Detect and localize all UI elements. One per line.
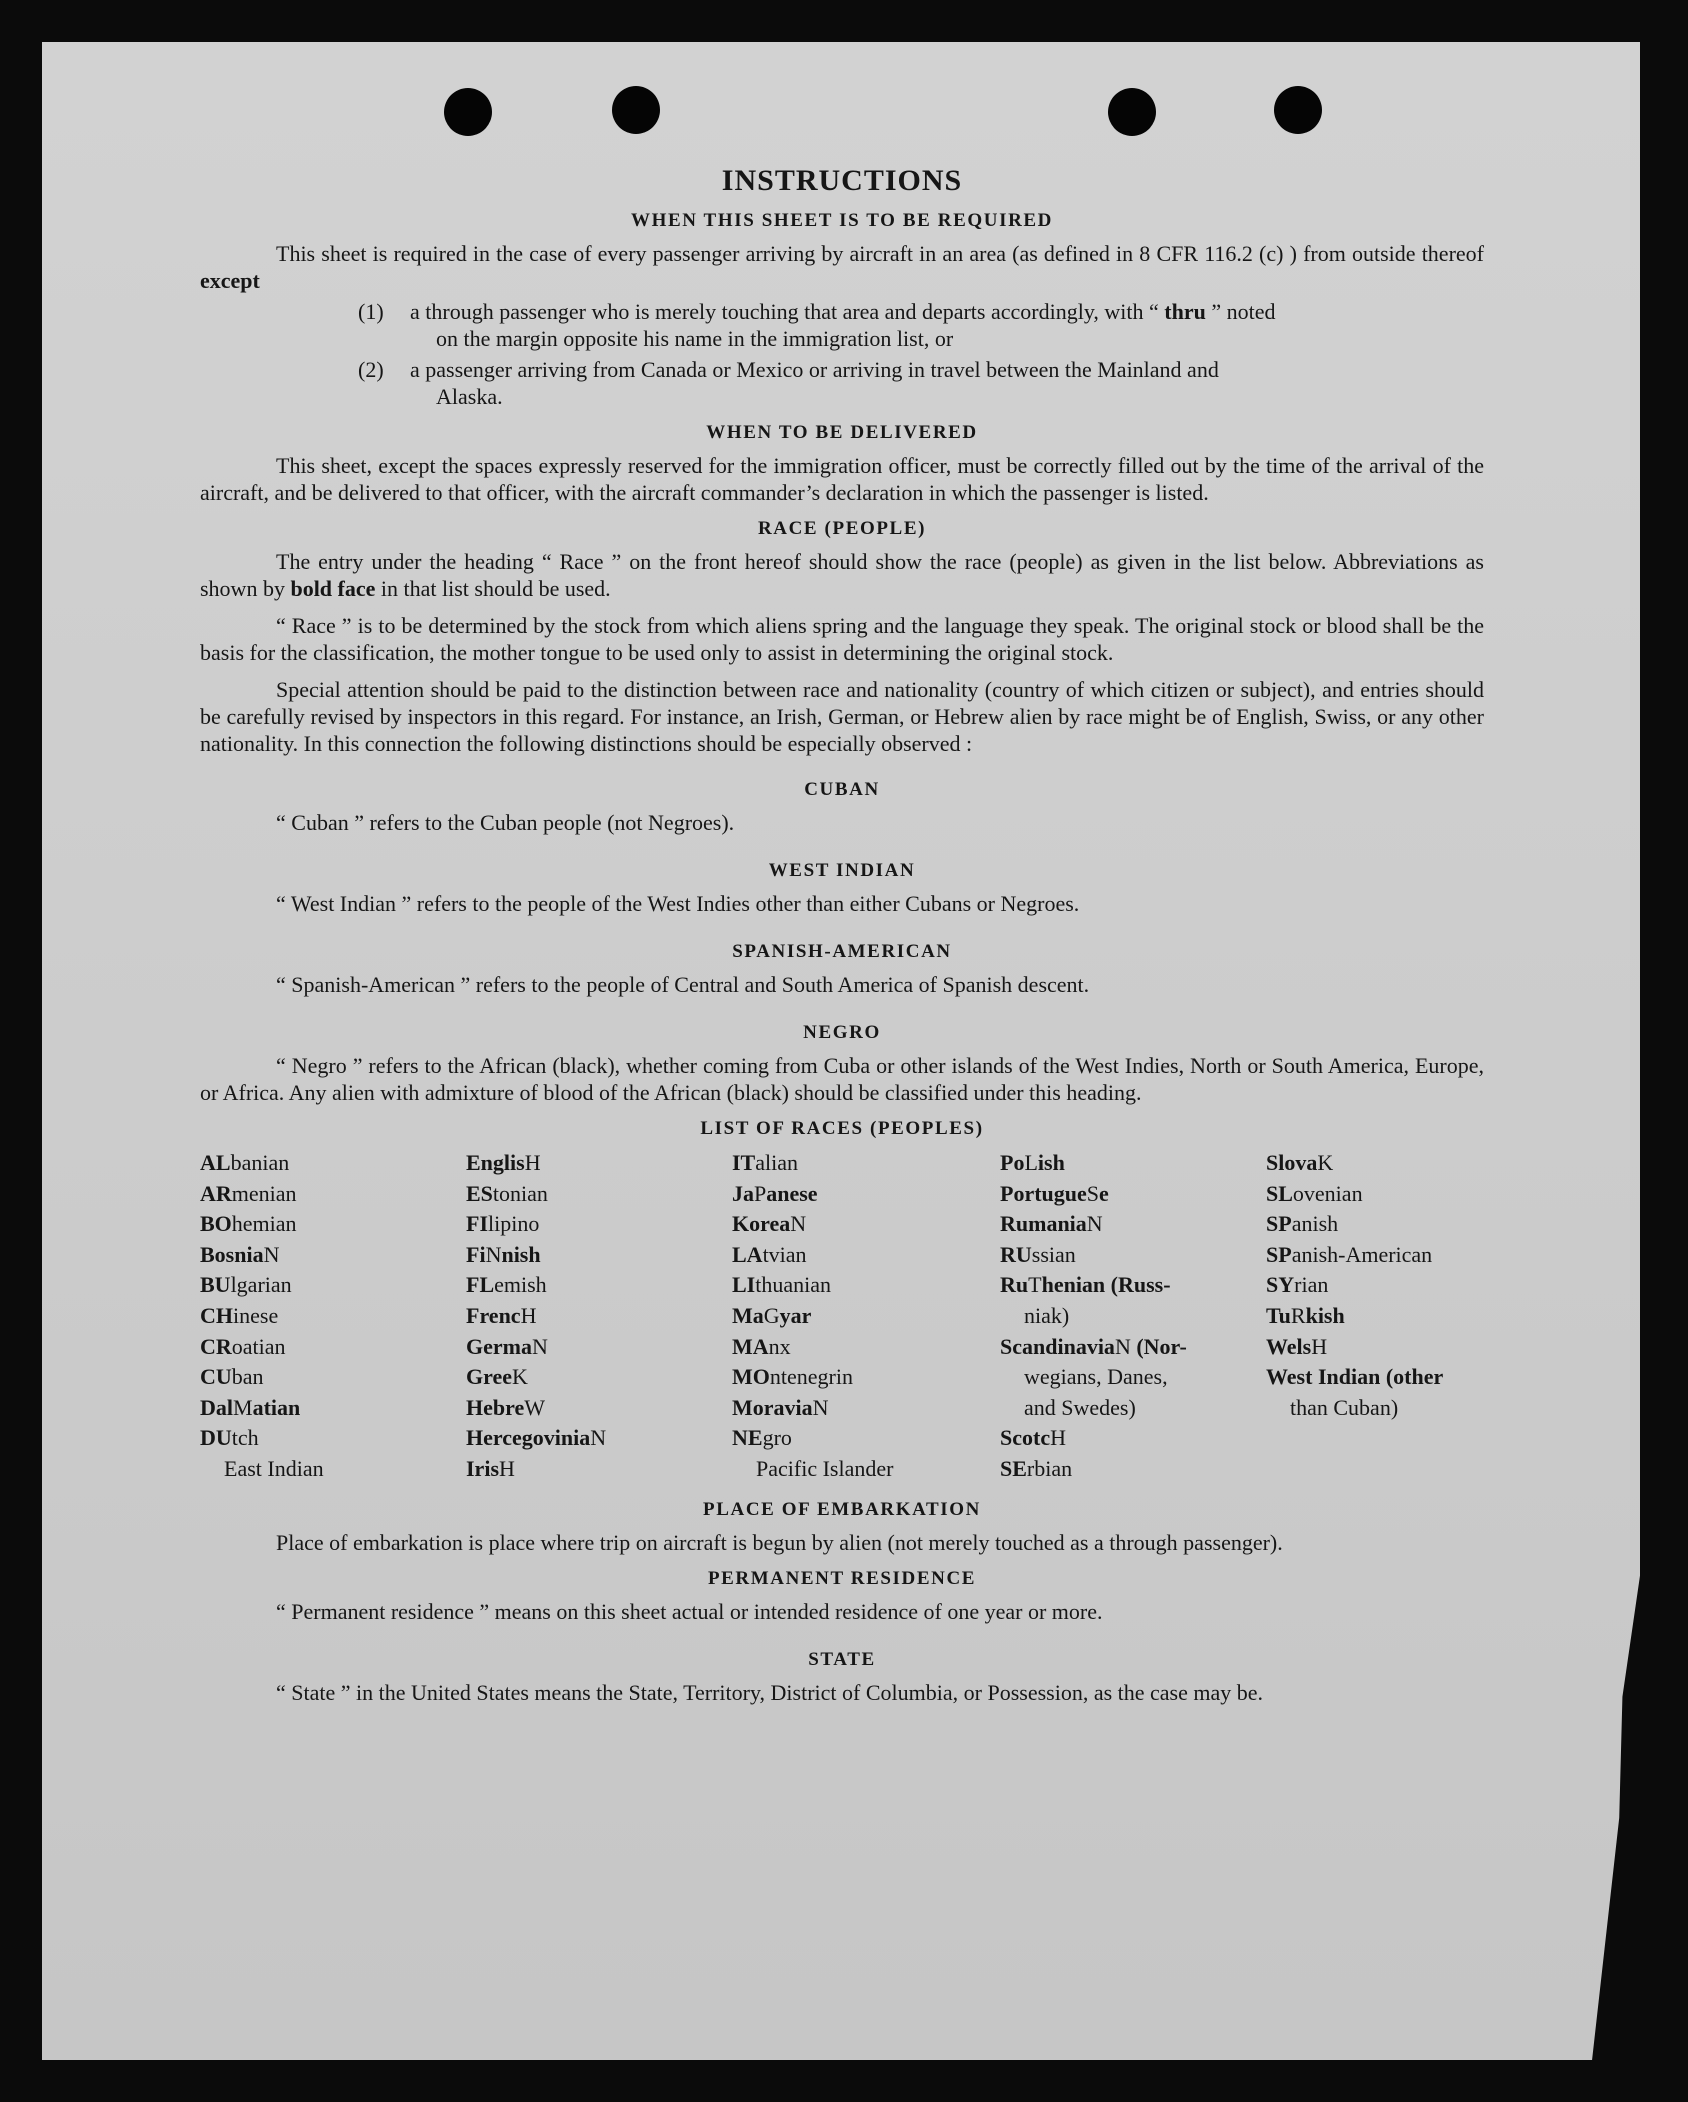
race-entry: RumaniaN (1000, 1211, 1103, 1237)
race-entry: ScotcH (1000, 1425, 1066, 1451)
race-entry: wegians, Danes, (1024, 1364, 1168, 1390)
race-entry: SYrian (1266, 1272, 1329, 1298)
races-column-1 (200, 1148, 466, 1485)
punch-hole (612, 86, 660, 134)
races-column-4 (1000, 1148, 1266, 1485)
spanish-american-paragraph: “ Spanish-American ” refers to the people of Central and South America of Spanish descent. (276, 972, 1090, 997)
race-entry: FLemish (466, 1272, 547, 1298)
negro-paragraph: “ Negro ” refers to the African (black), whether coming from Cuba or other islands of the West Indies, North or South America, Europe, or Africa. Any alien with admixture of blood of the African (black) should be classified under this heading. (200, 1053, 1484, 1105)
race-entry: JaPanese (732, 1180, 818, 1206)
race-entry: ARmenian (200, 1180, 297, 1206)
race-entry: ScandinaviaN (Nor- (1000, 1333, 1187, 1359)
race-entry: BOhemian (200, 1211, 297, 1237)
delivered-paragraph: This sheet, except the spaces expressly reserved for the immigration officer, must be correctly filled out by the time of the arrival of the aircraft, and be delivered to that officer, with the aircraft commander’s declaration in which the passenger is listed. (200, 453, 1484, 505)
race-paragraph-3: Special attention should be paid to the distinction between race and nationality (country of which citizen or subject), and entries should be carefully revised by inspectors in this regard. For instance, an Irish, German, or Hebrew alien by race might be of English, Swiss, or any other nationality. In this connection the following distinctions should be especially observed : (200, 677, 1484, 756)
heading-negro: NEGRO (803, 1022, 881, 1043)
west-indian-paragraph: “ West Indian ” refers to the people of the West Indies other than either Cubans or Negroes. (276, 891, 1080, 916)
exception-item-2: (2) a passenger arriving from Canada or Mexico or arriving in travel between the Mainland and Alaska. (358, 357, 1219, 409)
heading-cuban: CUBAN (804, 779, 880, 800)
required-paragraph: This sheet is required in the case of every passenger arriving by aircraft in an area (as defined in 8 CFR 116.2 (c) ) from outside thereof except (200, 241, 1484, 293)
race-paragraph-2: “ Race ” is to be determined by the stock from which aliens spring and the language they speak. The original stock or blood shall be the basis for the classification, the mother tongue to be used only to assist in determining the original stock. (200, 613, 1484, 665)
race-entry: IrisH (466, 1455, 515, 1481)
heading-delivered: WHEN TO BE DELIVERED (706, 422, 978, 443)
race-entry: and Swedes) (1024, 1394, 1136, 1420)
race-entry: FrencH (466, 1302, 537, 1328)
race-entry: CUban (200, 1364, 264, 1390)
punch-hole (1274, 86, 1322, 134)
race-entry: ALbanian (200, 1150, 290, 1175)
race-entry: CHinese (200, 1302, 279, 1328)
race-entry: LAtvian (732, 1241, 807, 1267)
race-entry: RUssian (1000, 1241, 1076, 1267)
heading-west-indian: WEST INDIAN (768, 860, 916, 881)
races-list (200, 1148, 1484, 1485)
race-entry: FiNnish (466, 1241, 541, 1267)
race-entry: East Indian (224, 1455, 324, 1481)
heading-embarkation: PLACE OF EMBARKATION (703, 1498, 981, 1520)
race-entry: SlovaK (1266, 1150, 1334, 1175)
race-entry: HercegoviniaN (466, 1425, 607, 1451)
race-entry: HebreW (466, 1394, 546, 1420)
race-entry: than Cuban) (1290, 1394, 1399, 1420)
heading-spanish-american: SPANISH-AMERICAN (732, 941, 952, 962)
races-column-2 (466, 1148, 732, 1485)
heading-required: WHEN THIS SHEET IS TO BE REQUIRED (630, 210, 1054, 231)
race-entry: GermaN (466, 1333, 548, 1359)
race-entry: PortugueSe (1000, 1180, 1109, 1206)
race-entry: TuRkish (1266, 1302, 1345, 1328)
race-entry: RuThenian (Russ- (1000, 1272, 1171, 1298)
race-entry: EStonian (466, 1180, 548, 1206)
race-entry: SErbian (1000, 1455, 1073, 1481)
state-paragraph: “ State ” in the United States means the State, Territory, District of Columbia, or Possession, as the case may be. (276, 1679, 1264, 1705)
heading-list-of-races: LIST OF RACES (PEOPLES) (700, 1118, 984, 1139)
race-entry: DUtch (200, 1425, 259, 1451)
race-entry: BUlgarian (200, 1272, 292, 1298)
race-entry: ITalian (732, 1150, 799, 1175)
race-entry: SPanish (1266, 1211, 1339, 1237)
heading-permanent-residence: PERMANENT RESIDENCE (707, 1567, 977, 1589)
race-entry: BosniaN (200, 1241, 280, 1267)
race-entry: KoreaN (732, 1211, 807, 1237)
race-entry: DalMatian (200, 1394, 301, 1420)
race-entry: MoraviaN (732, 1394, 829, 1420)
instructions-content (200, 164, 1484, 1706)
races-column-5 (1266, 1148, 1484, 1485)
punch-hole (444, 88, 492, 136)
exception-item-1: (1) a through passenger who is merely touching that area and departs accordingly, with “ thru ” noted on the margin opposite his name in the immigration list, or (358, 299, 1276, 351)
races-column-3 (732, 1148, 1000, 1485)
race-entry: CRoatian (200, 1333, 286, 1359)
race-entry: PoLish (1000, 1150, 1065, 1175)
race-entry: SLovenian (1266, 1180, 1363, 1206)
race-entry: niak) (1024, 1302, 1070, 1328)
race-entry: GreeK (466, 1364, 528, 1390)
punch-hole (1108, 88, 1156, 136)
race-entry: EnglisH (466, 1150, 541, 1175)
race-entry: MOntenegrin (732, 1364, 853, 1390)
race-entry: Pacific Islander (756, 1455, 894, 1481)
embarkation-paragraph: Place of embarkation is place where trip on aircraft is begun by alien (not merely touched as a through passenger). (276, 1529, 1283, 1555)
heading-race: RACE (PEOPLE) (757, 518, 927, 539)
race-entry: FIlipino (466, 1211, 540, 1237)
page-title: INSTRUCTIONS (721, 164, 963, 197)
race-entry: MaGyar (732, 1302, 812, 1328)
race-entry: MAnx (732, 1333, 791, 1359)
residence-paragraph: “ Permanent residence ” means on this sheet actual or intended residence of one year or more. (276, 1598, 1103, 1624)
race-entry: WelsH (1266, 1333, 1328, 1359)
race-entry: NEgro (732, 1425, 792, 1451)
race-entry: West Indian (other (1266, 1364, 1444, 1390)
race-paragraph-1: The entry under the heading “ Race ” on the front hereof should show the race (people) as given in the list below. Abbreviations as shown by bold face in that list should be used. (200, 549, 1484, 601)
race-entry: LIthuanian (732, 1272, 832, 1298)
race-entry: SPanish-American (1266, 1241, 1433, 1267)
heading-state: STATE (808, 1648, 876, 1670)
cuban-paragraph: “ Cuban ” refers to the Cuban people (not Negroes). (276, 810, 735, 835)
